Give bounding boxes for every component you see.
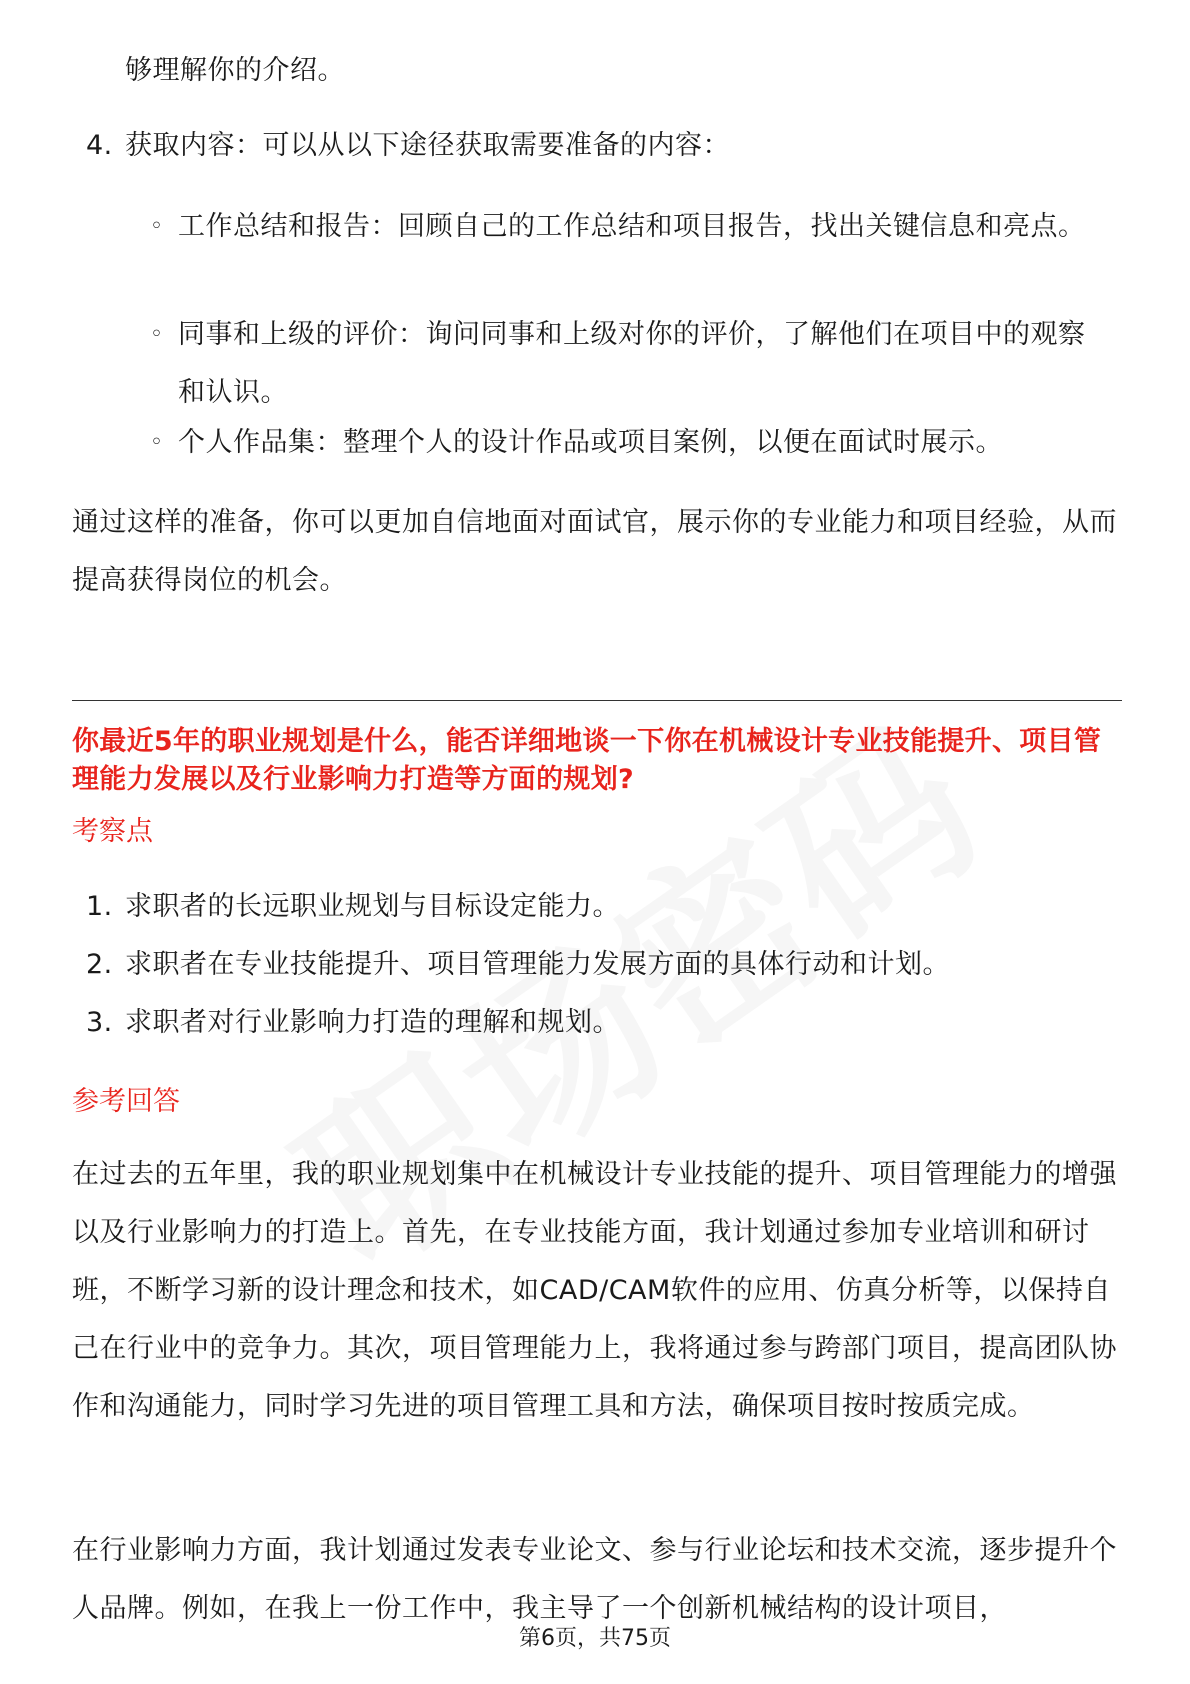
interview-question: 你最近5年的职业规划是什么，能否详细地谈一下你在机械设计专业技能提升、项目管理能力发展以及行业影响力打造等方面的规划? xyxy=(72,726,1102,795)
assessment-item-3 xyxy=(86,994,620,1052)
answer-paragraph-2: 在行业影响力方面，我计划通过发表专业论文、参与行业论坛和技术交流，逐步提升个人品牌。例如，在我上一份工作中，我主导了一个创新机械结构的设计项目， xyxy=(72,1535,1117,1624)
step-4-item xyxy=(86,117,730,175)
source-item-1 xyxy=(150,198,1110,256)
answer-paragraph-1: 在过去的五年里，我的职业规划集中在机械设计专业技能的提升、项目管理能力的增强以及行业影响力的打造上。首先，在专业技能方面，我计划通过参加专业培训和研讨班，不断学习新的设计理念和技术，如CAD/CAM软件的应用、仿真分析等，以保持自己在行业中的竞争力。其次，项目管理能力上，我将通过参与跨部门项目，提高团队协作和沟通能力，同时学习先进的项目管理工具和方法，确保项目按时按质完成。 xyxy=(72,1159,1117,1422)
conclusion-paragraph: 通过这样的准备，你可以更加自信地面对面试官，展示你的专业能力和项目经验，从而提高获得岗位的机会。 xyxy=(72,507,1117,596)
assessment-item-number: 3. xyxy=(86,1007,113,1038)
bullet-icon: ◦ xyxy=(150,214,164,239)
assessment-item-number: 1. xyxy=(86,891,113,922)
assessment-item-text: 求职者的长远职业规划与目标设定能力。 xyxy=(125,891,620,922)
assessment-title: 考察点 xyxy=(72,816,153,847)
step-4-number: 4. xyxy=(86,130,113,161)
page-footer: 第6页，共75页 xyxy=(519,1626,671,1651)
assessment-item-text: 求职者在专业技能提升、项目管理能力发展方面的具体行动和计划。 xyxy=(125,949,950,980)
continuation-text: 够理解你的介绍。 xyxy=(125,55,345,86)
assessment-item-2 xyxy=(86,936,950,994)
bullet-icon: ◦ xyxy=(150,430,164,455)
bullet-icon: ◦ xyxy=(150,322,164,347)
source-item-text: 个人作品集：整理个人的设计作品或项目案例，以便在面试时展示。 xyxy=(178,427,1003,458)
assessment-item-number: 2. xyxy=(86,949,113,980)
assessment-item-text: 求职者对行业影响力打造的理解和规划。 xyxy=(125,1007,620,1038)
assessment-item-1 xyxy=(86,878,620,936)
section-divider xyxy=(72,700,1122,701)
source-item-text: 同事和上级的评价：询问同事和上级对你的评价，了解他们在项目中的观察和认识。 xyxy=(178,319,1086,408)
source-item-3 xyxy=(150,414,1110,472)
source-item-2 xyxy=(150,306,1110,422)
answer-title: 参考回答 xyxy=(72,1086,180,1117)
step-4-text: 获取内容：可以从以下途径获取需要准备的内容： xyxy=(125,130,730,161)
source-item-text: 工作总结和报告：回顾自己的工作总结和项目报告，找出关键信息和亮点。 xyxy=(178,211,1086,242)
